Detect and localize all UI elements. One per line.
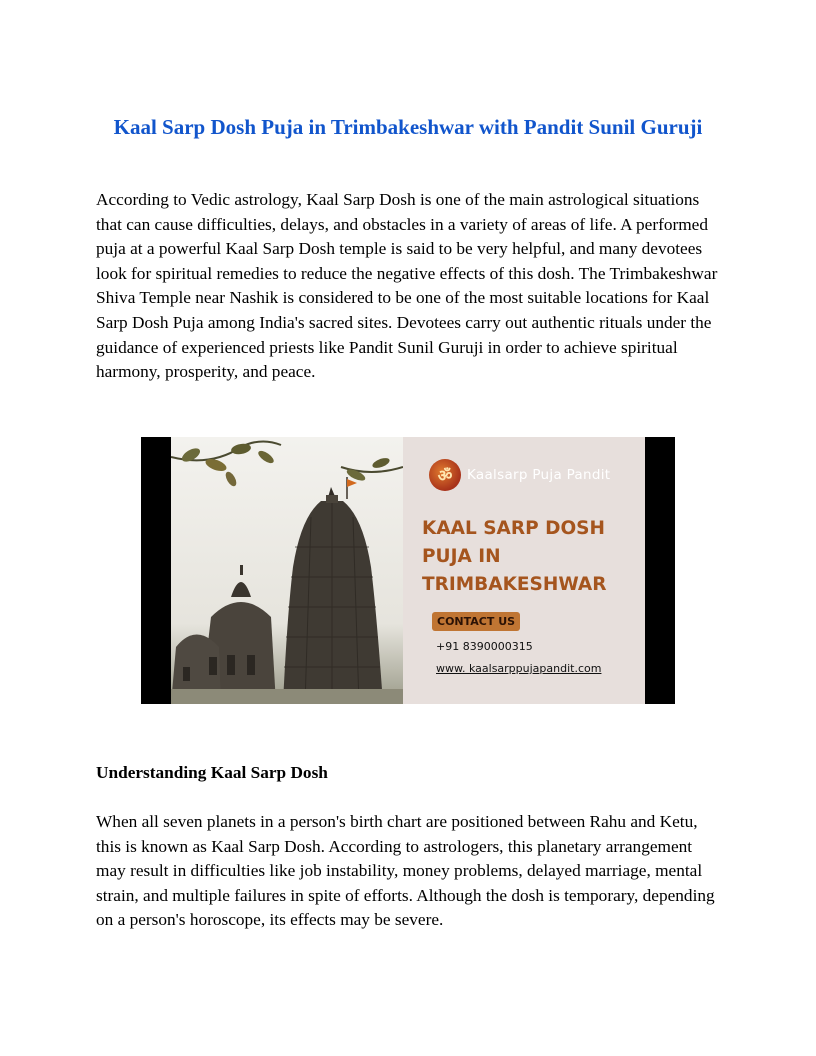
om-logo-icon: ॐ (429, 459, 461, 491)
phone-number: +91 8390000315 (436, 640, 533, 653)
banner-image (141, 437, 675, 704)
brand-row (429, 459, 610, 491)
contact-us-button: CONTACT US (432, 612, 520, 631)
brand-name: Kaalsarp Puja Pandit (467, 467, 611, 483)
temple-photo (171, 437, 403, 704)
section-heading: Understanding Kaal Sarp Dosh (96, 763, 328, 782)
banner-heading: KAAL SARP DOSH PUJA IN TRIMBAKESHWAR (422, 518, 607, 595)
section-paragraph: When all seven planets in a person's birth chart are positioned between Rahu and Ketu, this is known as Kaal Sarp Dosh. According to astrologers, this planetary arrangement may result in difficulties like job instability, money problems, delayed marriage, mental strain, and multiple failures in spite of efforts. Although the dosh is temporary, depending on a person's horoscope, its effects may be severe. (96, 812, 715, 930)
page-title: Kaal Sarp Dosh Puja in Trimbakeshwar with Pandit Sunil Guruji (113, 115, 703, 139)
temple-illustration (171, 437, 403, 704)
website-link: www. kaalsarppujapandit.com (436, 662, 602, 675)
banner-panel (403, 437, 645, 704)
intro-paragraph: According to Vedic astrology, Kaal Sarp Dosh is one of the main astrological situations that can cause difficulties, delays, and obstacles in a variety of areas of life. A performed puja at a powerful Kaal Sarp Dosh temple is said to be very helpful, and many devotees look for spiritual remedies to reduce the negative effects of this dosh. The Trimbakeshwar Shiva Temple near Nashik is considered to be one of the most suitable locations for Kaal Sarp Dosh Puja among India's sacred sites. Devotees carry out authentic rituals under the guidance of experienced priests like Pandit Sunil Guruji in order to achieve spiritual harmony, prosperity, and peace. (96, 190, 718, 382)
